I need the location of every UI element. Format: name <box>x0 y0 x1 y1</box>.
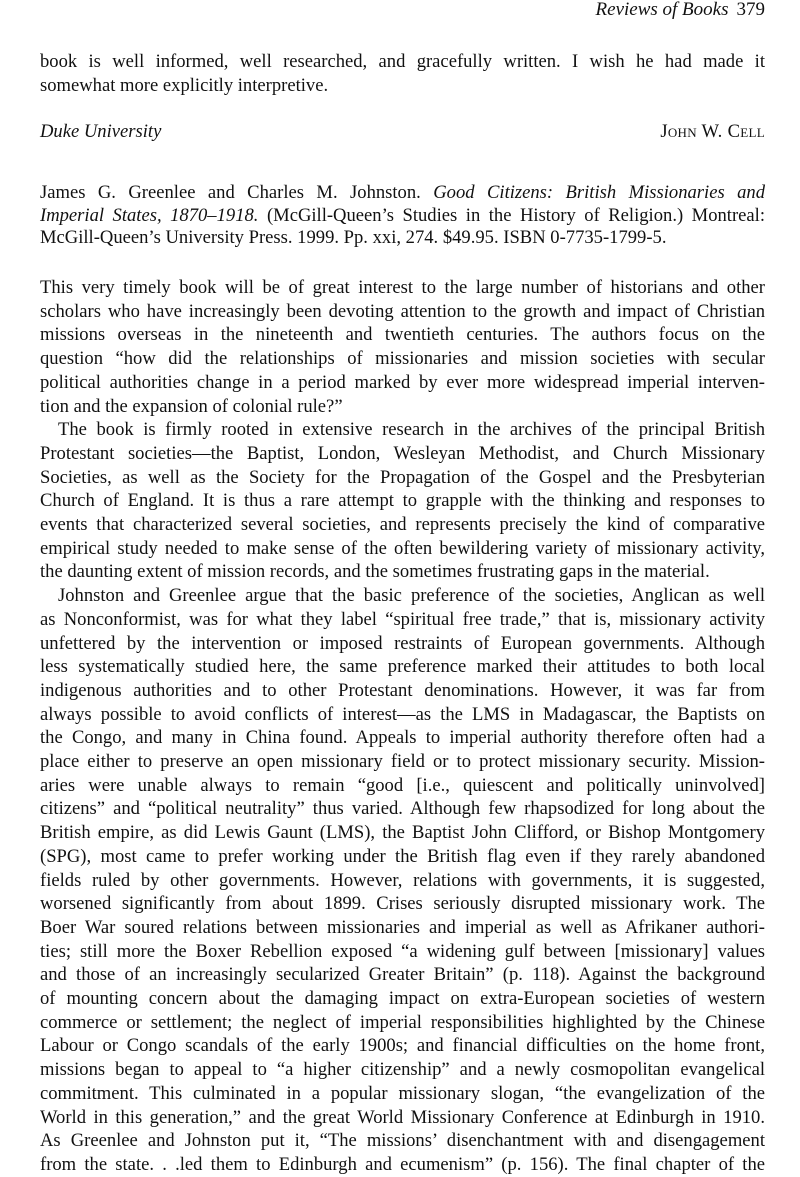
text-line: The book is firmly rooted in extensive research in the archives of the principal British <box>58 419 765 441</box>
text-line: scholars who have increasingly been devoting attention to the growth and impact of Christian <box>40 300 765 322</box>
reviewer-name: John W. Cell <box>660 121 765 142</box>
book-title-segment: Good Citizens: British Missionaries and <box>433 182 766 203</box>
text-line: Protestant societies—the Baptist, London, Wesleyan Methodist, and Church Missionary <box>40 442 765 464</box>
text-line: always possible to avoid conflicts of interest—as the LMS in Madagascar, the Baptists on <box>40 703 765 725</box>
citation-line <box>40 181 765 205</box>
text-line: Boer War soured relations between missionaries and imperial as well as Afrikaner authori- <box>40 916 765 938</box>
text-line: aries were unable always to remain “good [i.e., quiescent and politically uninvolved] <box>40 774 765 796</box>
text-line: events that characterized several societies, and represents precisely the kind of comparative <box>40 514 765 535</box>
text-line: Labour or Congo scandals of the early 1900s; and financial difficulties on the home front, <box>40 1035 765 1057</box>
text-line: commitment. This culminated in a popular missionary slogan, “the evangelization of the <box>40 1082 765 1104</box>
citation-segment: McGill-Queen’s University Press. 1999. Pp. xxi, 274. $49.95. ISBN 0-7735-1799-5. <box>40 227 667 248</box>
text-line: less systematically studied here, the same preference marked their attitudes to both local <box>40 656 765 678</box>
text-line: book is well informed, well researched, and gracefully written. I wish he had made it <box>40 51 765 72</box>
text-line: missions began to appeal to “a higher citizenship” and a newly cosmopolitan evangelical <box>40 1059 765 1081</box>
text-line: and those of an increasingly secularized Greater Britain” (p. 118). Against the background <box>40 964 765 986</box>
text-line: from the state. . .led them to Edinburgh and ecumenism” (p. 156). The final chapter of the <box>40 1153 765 1175</box>
text-line: the Congo, and many in China found. Appeals to imperial authority therefore often had a <box>40 727 765 749</box>
text-line: unfettered by the intervention or imposed restraints of European governments. Although <box>40 632 765 654</box>
reviewer-affiliation: Duke University <box>40 121 162 142</box>
text-line: This very timely book will be of great interest to the large number of historians and other <box>40 277 765 298</box>
text-line: tion and the expansion of colonial rule?” <box>40 395 343 417</box>
text-line: the daunting extent of mission records, and the sometimes frustrating gaps in the material. <box>40 561 710 583</box>
text-line: place either to preserve an open missionary field or to protect missionary security. Mission- <box>40 751 765 772</box>
text-line: Johnston and Greenlee argue that the basic preference of the societies, Anglican as well <box>58 585 765 607</box>
citation-segment: (McGill-Queen’s Studies in the History of Religion.) Montreal: <box>258 204 765 226</box>
text-line: somewhat more explicitly interpretive. <box>40 74 329 96</box>
text-line: Church of England. It is thus a rare attempt to grapple with the thinking and responses to <box>40 490 765 512</box>
text-line: question “how did the relationships of missionaries and mission societies with secular <box>40 348 765 370</box>
text-line: (SPG), most came to prefer working under the British flag even if they rarely abandoned <box>40 845 765 867</box>
text-line: World in this generation,” and the great World Missionary Conference at Edinburgh in 1910. <box>40 1106 765 1128</box>
text-line: of mounting concern about the damaging impact on extra-European societies of western <box>40 988 765 1009</box>
text-line: worsened significantly from about 1899. Crises seriously disrupted missionary work. The <box>40 893 765 915</box>
text-line: fields ruled by other governments. However, relations with governments, it is suggested, <box>40 869 765 891</box>
text-line: indigenous authorities and to other Protestant denominations. However, it was far from <box>40 679 765 701</box>
text-line: British empire, as did Lewis Gaunt (LMS), the Baptist John Clifford, or Bishop Montgomery <box>40 822 765 844</box>
text-line: empirical study needed to make sense of the often bewildering variety of missionary activity, <box>40 537 765 559</box>
citation-segment: James G. Greenlee and Charles M. Johnston. <box>40 182 434 203</box>
text-line: ties; still more the Boxer Rebellion exposed “a widening gulf between [missionary] values <box>40 940 765 962</box>
text-line: as Nonconformist, was for what they label “spiritual free trade,” that is, missionary activity <box>40 608 765 630</box>
text-line: commerce or settlement; the neglect of imperial responsibilities highlighted by the Chinese <box>40 1011 765 1033</box>
running-header <box>596 0 765 22</box>
page-number: 379 <box>736 0 765 20</box>
text-line: citizens” and “political neutrality” thus varied. Although few rhapsodized for long about the <box>40 798 765 820</box>
text-line: As Greenlee and Johnston put it, “The missions’ disenchantment with and disengagement <box>40 1130 765 1152</box>
citation-line <box>40 226 765 250</box>
text-line: missions overseas in the nineteenth and twentieth centuries. The authors focus on the <box>40 324 765 346</box>
citation-line <box>40 204 765 228</box>
text-line: political authorities change in a period marked by ever more widespread imperial interven- <box>40 371 765 393</box>
book-title-segment: Imperial States, 1870–1918. <box>40 204 259 226</box>
text-line: Societies, as well as the Society for the Propagation of the Gospel and the Presbyterian <box>40 466 765 488</box>
running-title: Reviews of Books <box>595 0 729 20</box>
